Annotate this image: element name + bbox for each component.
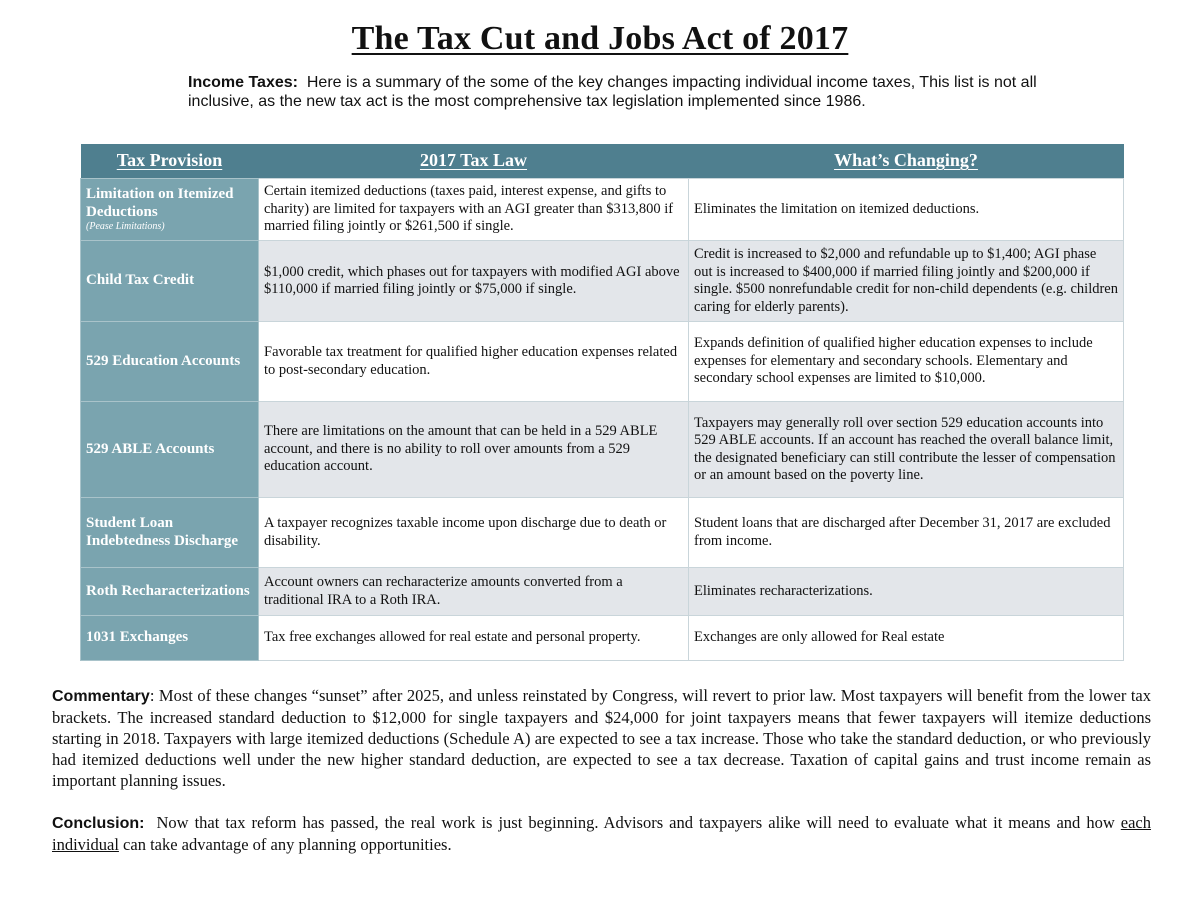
law-cell: Account owners can recharacterize amounts converted from a traditional IRA to a Roth IRA. bbox=[259, 568, 689, 616]
law-cell: $1,000 credit, which phases out for taxpayers with modified AGI above $110,000 if married filing jointly or $75,000 if single. bbox=[259, 241, 689, 322]
intro-paragraph bbox=[188, 73, 1048, 111]
provision-cell: Student Loan Indebtedness Discharge bbox=[81, 498, 259, 568]
provision-cell bbox=[81, 179, 259, 241]
header-2017-tax-law: 2017 Tax Law bbox=[259, 144, 689, 179]
law-cell: Favorable tax treatment for qualified higher education expenses related to post-secondary education. bbox=[259, 322, 689, 402]
table-row bbox=[81, 179, 1124, 241]
law-cell: There are limitations on the amount that can be held in a 529 ABLE account, and there is no ability to roll over amounts from a 529 education account. bbox=[259, 402, 689, 498]
table-row bbox=[81, 402, 1124, 498]
commentary-text: : Most of these changes “sunset” after 2025, and unless reinstated by Congress, will revert to prior law. Most taxpayers will benefit from the lower tax brackets. The increased standard deduction to $12,000 for single taxpayers and $24,000 for joint taxpayers means that fewer taxpayers will itemize deductions starting in 2018. Taxpayers with large itemized deductions (Schedule A) are expected to see a tax increase. Those who take the standard deduction, or who previously had itemized deductions well under the new higher standard deduction, are expected to see a tax decrease. Taxation of capital gains and trust income remain as important planning issues. bbox=[52, 686, 1151, 790]
table-row bbox=[81, 616, 1124, 661]
commentary-lead: Commentary bbox=[52, 688, 150, 705]
provision-cell: 1031 Exchanges bbox=[81, 616, 259, 661]
table-header-row bbox=[81, 144, 1124, 179]
conclusion-underlined-text: each individual bbox=[52, 813, 1152, 854]
change-cell: Student loans that are discharged after December 31, 2017 are excluded from income. bbox=[689, 498, 1124, 568]
change-cell: Expands definition of qualified higher education expenses to include expenses for elementary and secondary schools. Elementary and secondary school expenses are limited to $10,000. bbox=[689, 322, 1124, 402]
law-cell: Tax free exchanges allowed for real estate and personal property. bbox=[259, 616, 689, 661]
provision-cell: Child Tax Credit bbox=[81, 241, 259, 322]
conclusion-lead: Conclusion: bbox=[52, 815, 145, 832]
conclusion-text-after: can take advantage of any planning opportunities. bbox=[123, 835, 452, 854]
conclusion-paragraph bbox=[52, 812, 1151, 855]
change-cell: Taxpayers may generally roll over section 529 education accounts into 529 ABLE accounts. If an account has reached the overall balance limit, the designated beneficiary can still contribute the lesser of compensation or an amount based on the poverty line. bbox=[689, 402, 1124, 498]
page-title: The Tax Cut and Jobs Act of 2017 bbox=[351, 20, 849, 57]
provision-cell: 529 ABLE Accounts bbox=[81, 402, 259, 498]
table-row bbox=[81, 322, 1124, 402]
change-cell: Exchanges are only allowed for Real estate bbox=[689, 616, 1124, 661]
provision-cell: Roth Recharacterizations bbox=[81, 568, 259, 616]
change-cell: Eliminates recharacterizations. bbox=[689, 568, 1124, 616]
law-cell: Certain itemized deductions (taxes paid, interest expense, and gifts to charity) are limited for taxpayers with an AGI greater than $313,800 if married filing jointly or $261,500 if single. bbox=[259, 179, 689, 241]
tax-changes-table bbox=[80, 144, 1124, 661]
table-row bbox=[81, 568, 1124, 616]
intro-text: Here is a summary of the some of the key changes impacting individual income taxes, This list is not all inclusive, as the new tax act is the most comprehensive tax legislation implemented since 1986. bbox=[188, 74, 1037, 110]
table-row bbox=[81, 241, 1124, 322]
header-whats-changing: What’s Changing? bbox=[689, 144, 1124, 179]
change-cell: Credit is increased to $2,000 and refundable up to $1,400; AGI phase out is increased to $400,000 if married filing jointly and $200,000 if single. $500 nonrefundable credit for non-child dependents (e.g. children caring for elderly parents). bbox=[689, 241, 1124, 322]
law-cell: A taxpayer recognizes taxable income upon discharge due to death or disability. bbox=[259, 498, 689, 568]
provision-cell: 529 Education Accounts bbox=[81, 322, 259, 402]
provision-label: Limitation on Itemized Deductions bbox=[86, 186, 234, 220]
header-tax-provision: Tax Provision bbox=[81, 144, 259, 179]
conclusion-text-before: Now that tax reform has passed, the real work is just beginning. Advisors and taxpayers alike will need to evaluate what it means and how bbox=[156, 813, 1115, 832]
intro-lead: Income Taxes: bbox=[188, 74, 298, 91]
commentary-paragraph bbox=[52, 685, 1151, 791]
change-cell: Eliminates the limitation on itemized deductions. bbox=[689, 179, 1124, 241]
provision-note: (Pease Limitations) bbox=[86, 221, 165, 232]
table-row bbox=[81, 498, 1124, 568]
